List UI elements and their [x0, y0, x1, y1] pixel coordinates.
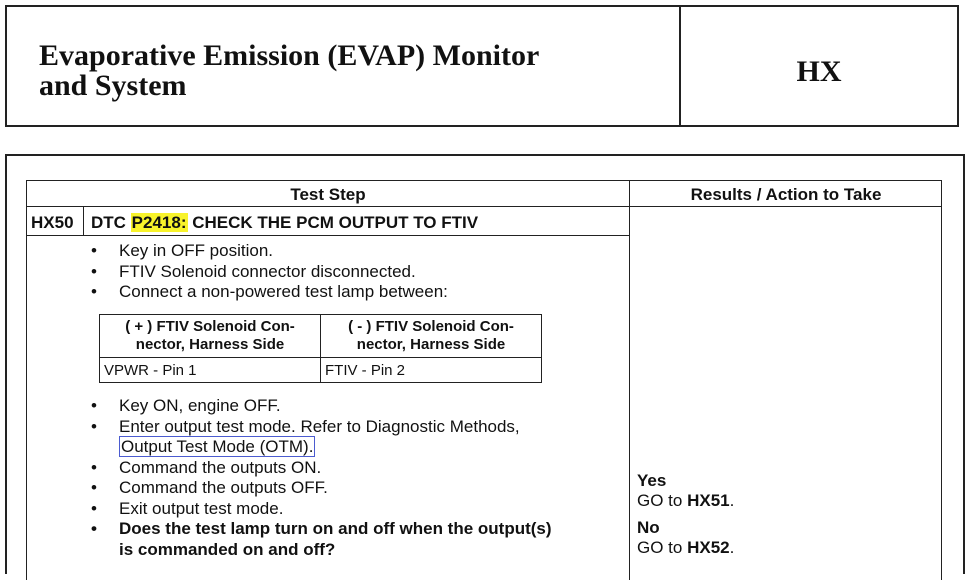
- dtc-code-highlight: P2418:: [131, 213, 187, 232]
- list-item-question: [89, 519, 552, 560]
- pin-table-cell-positive: VPWR - Pin 1: [100, 358, 321, 383]
- column-header-test-step: Test Step: [290, 185, 366, 204]
- list-item: • FTIV Solenoid connector disconnected.: [89, 262, 448, 283]
- list-item: • Command the outputs OFF.: [89, 478, 552, 499]
- column-header-results: Results / Action to Take: [690, 185, 882, 204]
- page-title: [39, 41, 639, 101]
- otm-reference-link[interactable]: Output Test Mode (OTM).: [121, 437, 314, 456]
- step-title: [91, 213, 478, 233]
- title-line-1: Evaporative Emission (EVAP) Monitor: [39, 39, 540, 72]
- result-yes-label: Yes: [637, 471, 667, 490]
- setup-bullet-list: [89, 241, 448, 303]
- header-row-divider: [27, 206, 941, 207]
- goto-hx51-link[interactable]: HX51: [687, 491, 730, 510]
- pin-table-header-positive: ( + ) FTIV Solenoid Con-nector, Harness Side: [100, 315, 321, 358]
- list-item: • Key ON, engine OFF.: [89, 396, 552, 417]
- list-item: [89, 417, 552, 458]
- step-id: HX50: [31, 213, 74, 232]
- list-item: • Exit output test mode.: [89, 499, 552, 520]
- list-item-text: Enter output test mode. Refer to Diagnostic Methods,: [119, 416, 520, 436]
- pin-table-header-negative: ( - ) FTIV Solenoid Con-nector, Harness Side: [321, 315, 542, 358]
- question-line-2: is commanded on and off?: [119, 539, 336, 559]
- test-step-table: [26, 180, 942, 580]
- result-yes: [637, 471, 734, 511]
- result-no-action: GO to HX52.: [637, 538, 735, 557]
- result-no-label: No: [637, 518, 660, 537]
- pin-table-cell-negative: FTIV - Pin 2: [321, 358, 542, 383]
- result-no: [637, 518, 734, 558]
- title-line-2: and System: [39, 69, 187, 102]
- step-id-divider: [83, 207, 84, 235]
- pin-table: [99, 314, 542, 383]
- section-code: HX: [796, 55, 842, 88]
- list-item: • Command the outputs ON.: [89, 458, 552, 479]
- goto-hx52-link[interactable]: HX52: [687, 538, 730, 557]
- list-item: • Connect a non-powered test lamp between:: [89, 282, 448, 303]
- question-line-1: Does the test lamp turn on and off when the output(s): [119, 519, 552, 538]
- step-title-prefix: DTC: [91, 213, 131, 232]
- page-header: [5, 5, 959, 127]
- result-yes-action: GO to HX51.: [637, 491, 735, 510]
- procedure-bullet-list: [89, 396, 552, 560]
- list-item: • Key in OFF position.: [89, 241, 448, 262]
- step-title-divider: [27, 235, 629, 236]
- step-title-suffix: CHECK THE PCM OUTPUT TO FTIV: [187, 213, 479, 232]
- column-divider: [629, 181, 630, 580]
